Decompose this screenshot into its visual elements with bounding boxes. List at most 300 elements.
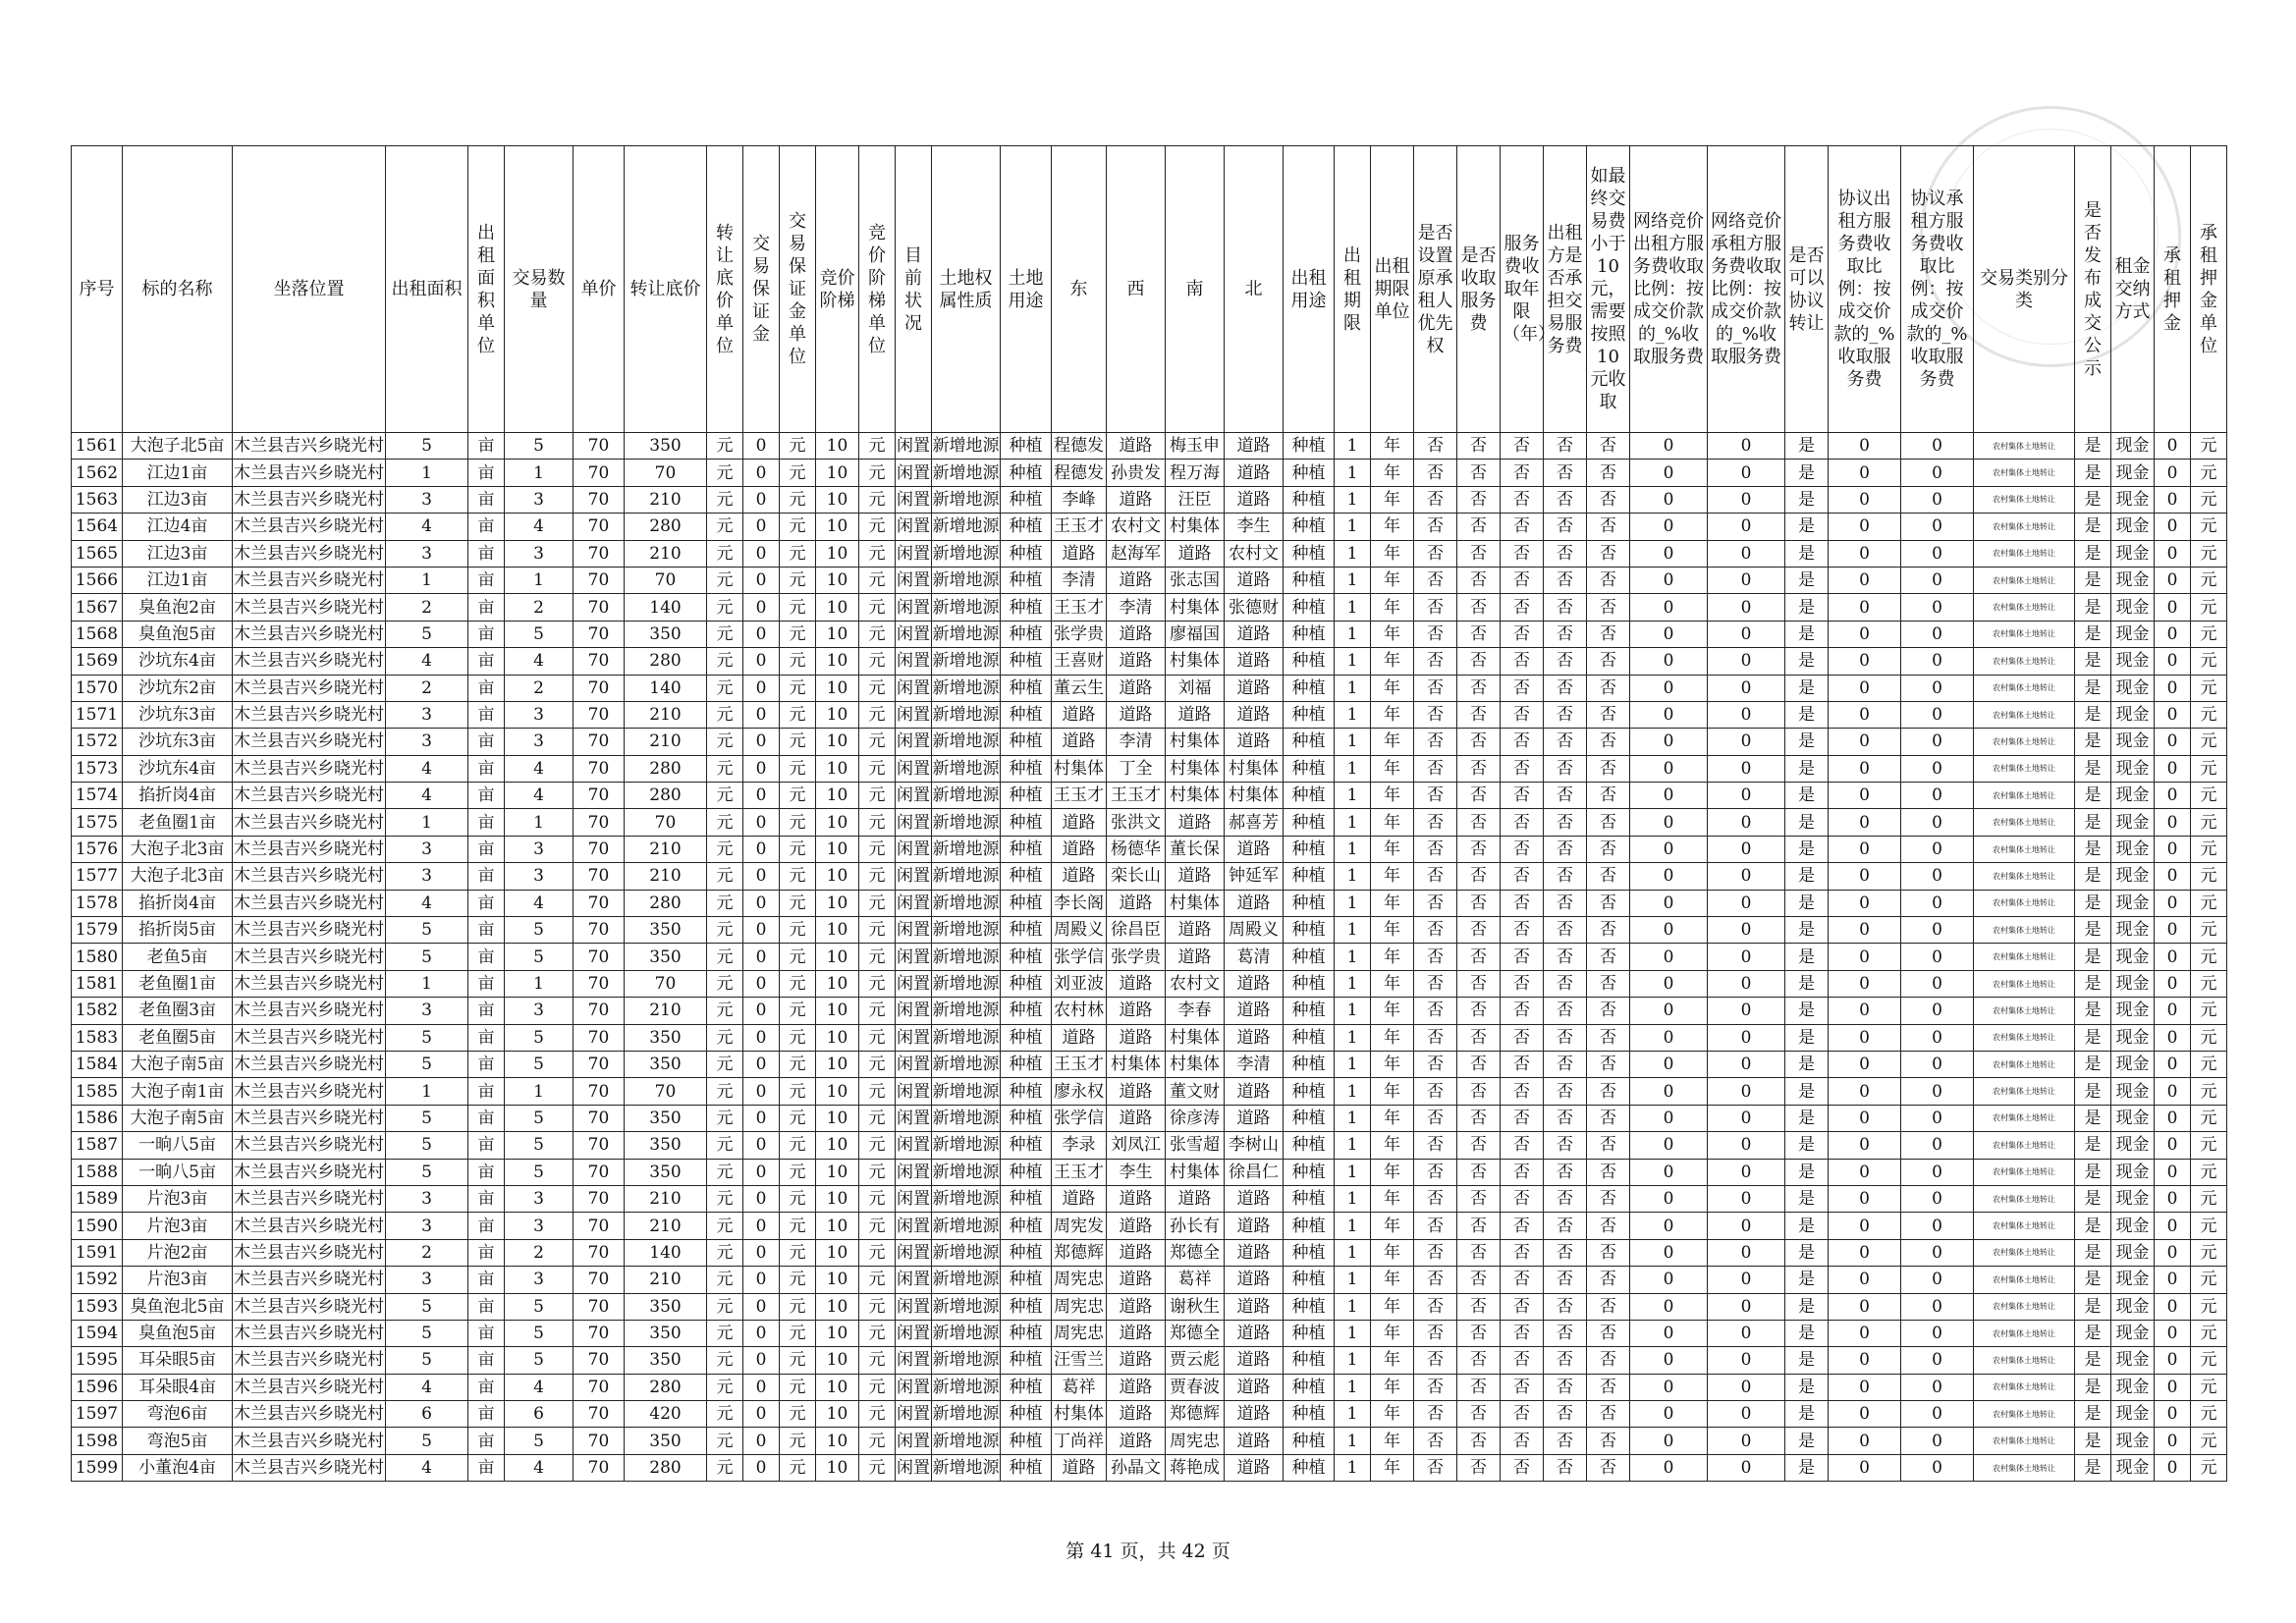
table-cell: 否 [1544, 1267, 1587, 1293]
table-cell: 0 [1829, 594, 1901, 621]
table-cell: 种植 [1001, 486, 1052, 513]
table-cell: 否 [1414, 783, 1457, 809]
table-cell: 年 [1371, 460, 1414, 486]
table-cell: 现金 [2111, 567, 2155, 593]
table-cell: 是 [1785, 567, 1829, 593]
column-header: 如最终交易费小于10元，需要按照10元收取 [1587, 146, 1630, 433]
table-cell: 否 [1501, 809, 1544, 836]
table-cell: 道路 [1166, 863, 1225, 890]
table-cell: 否 [1457, 701, 1501, 728]
table-cell: 元 [780, 1454, 816, 1481]
table-cell: 种植 [1284, 486, 1335, 513]
table-cell: 否 [1544, 1051, 1587, 1077]
table-cell: 元 [2191, 998, 2227, 1024]
table-row [72, 540, 2227, 567]
table-cell: 是 [2075, 729, 2111, 755]
table-cell: 否 [1414, 1401, 1457, 1428]
table-cell: 年 [1371, 540, 1414, 567]
table-cell: 0 [1708, 1454, 1785, 1481]
table-cell: 3 [386, 729, 468, 755]
table-cell: 是 [2075, 486, 2111, 513]
table-cell: 道路 [1107, 890, 1166, 916]
table-cell: 否 [1501, 1428, 1544, 1454]
table-cell: 1 [1335, 514, 1371, 540]
table-cell: 否 [1587, 863, 1630, 890]
table-cell: 5 [505, 944, 574, 970]
table-cell: 元 [780, 594, 816, 621]
table-cell: 1 [1335, 701, 1371, 728]
table-cell: 1 [1335, 755, 1371, 782]
table-cell: 0 [1829, 460, 1901, 486]
table-cell: 否 [1501, 1374, 1544, 1400]
table-cell: 0 [1901, 540, 1974, 567]
table-cell: 新增地源 [932, 648, 1001, 675]
table-cell: 70 [574, 944, 625, 970]
table-cell: 1 [1335, 917, 1371, 944]
column-header: 服务费收取年限（年） [1501, 146, 1544, 433]
table-cell: 道路 [1225, 1293, 1284, 1320]
table-cell: 70 [574, 1213, 625, 1239]
table-cell: 亩 [468, 1374, 505, 1400]
table-cell: 0 [2155, 648, 2191, 675]
table-cell: 种植 [1284, 540, 1335, 567]
table-cell: 是 [1785, 1401, 1829, 1428]
table-cell: 70 [574, 998, 625, 1024]
table-cell: 否 [1587, 917, 1630, 944]
table-cell: 0 [1901, 1267, 1974, 1293]
table-cell: 新增地源 [932, 1374, 1001, 1400]
table-cell: 新增地源 [932, 540, 1001, 567]
table-cell: 10 [816, 1374, 859, 1400]
table-cell: 沙坑东4亩 [123, 648, 233, 675]
table-cell: 农村集体土地转让 [1974, 1185, 2075, 1212]
table-cell: 现金 [2111, 998, 2155, 1024]
table-cell: 0 [1829, 1105, 1901, 1131]
table-cell: 否 [1587, 783, 1630, 809]
table-cell: 元 [707, 675, 743, 701]
table-cell: 农村集体土地转让 [1974, 675, 2075, 701]
table-cell: 江边1亩 [123, 460, 233, 486]
table-cell: 0 [1708, 1374, 1785, 1400]
column-header: 是否设置原承租人优先权 [1414, 146, 1457, 433]
table-cell: 否 [1457, 863, 1501, 890]
table-cell: 元 [2191, 594, 2227, 621]
table-cell: 140 [625, 675, 707, 701]
table-cell: 0 [1829, 1267, 1901, 1293]
table-cell: 5 [386, 1293, 468, 1320]
table-cell: 0 [743, 1078, 780, 1105]
table-cell: 否 [1587, 809, 1630, 836]
table-cell: 10 [816, 836, 859, 862]
table-cell: 现金 [2111, 1239, 2155, 1266]
table-cell: 李春 [1166, 998, 1225, 1024]
table-cell: 现金 [2111, 836, 2155, 862]
table-cell: 李生 [1107, 1159, 1166, 1185]
table-cell: 亩 [468, 1132, 505, 1159]
table-cell: 0 [1708, 594, 1785, 621]
table-cell: 否 [1587, 729, 1630, 755]
table-cell: 现金 [2111, 1401, 2155, 1428]
table-cell: 否 [1414, 540, 1457, 567]
table-cell: 0 [1829, 1293, 1901, 1320]
table-cell: 1598 [72, 1428, 123, 1454]
table-cell: 道路 [1166, 809, 1225, 836]
table-cell: 年 [1371, 567, 1414, 593]
table-cell: 道路 [1107, 970, 1166, 997]
table-cell: 否 [1544, 998, 1587, 1024]
table-cell: 否 [1457, 1185, 1501, 1212]
table-cell: 年 [1371, 1347, 1414, 1374]
table-cell: 0 [1630, 540, 1708, 567]
table-cell: 是 [2075, 1293, 2111, 1320]
table-cell: 1597 [72, 1401, 123, 1428]
table-cell: 是 [1785, 755, 1829, 782]
table-row [72, 621, 2227, 647]
table-cell: 0 [2155, 486, 2191, 513]
table-cell: 村集体 [1166, 1051, 1225, 1077]
table-cell: 元 [707, 460, 743, 486]
table-cell: 元 [707, 1267, 743, 1293]
table-cell: 350 [625, 1024, 707, 1051]
table-cell: 70 [574, 675, 625, 701]
table-cell: 70 [574, 648, 625, 675]
table-cell: 0 [1829, 1159, 1901, 1185]
table-cell: 现金 [2111, 701, 2155, 728]
table-cell: 否 [1501, 1239, 1544, 1266]
table-cell: 10 [816, 1347, 859, 1374]
table-cell: 李峰 [1052, 486, 1107, 513]
table-cell: 木兰县吉兴乡晓光村 [233, 970, 386, 997]
table-cell: 道路 [1225, 1078, 1284, 1105]
table-cell: 木兰县吉兴乡晓光村 [233, 1374, 386, 1400]
table-cell: 钟延军 [1225, 863, 1284, 890]
table-cell: 种植 [1001, 514, 1052, 540]
table-cell: 现金 [2111, 1078, 2155, 1105]
table-cell: 元 [780, 540, 816, 567]
table-cell: 1 [386, 1078, 468, 1105]
table-cell: 280 [625, 890, 707, 916]
table-row [72, 1051, 2227, 1077]
column-header: 竞价阶梯 [816, 146, 859, 433]
table-cell: 1 [1335, 460, 1371, 486]
table-cell: 5 [505, 621, 574, 647]
table-cell: 3 [505, 863, 574, 890]
table-cell: 1 [1335, 1213, 1371, 1239]
table-cell: 道路 [1107, 1024, 1166, 1051]
table-cell: 1 [386, 809, 468, 836]
table-cell: 是 [1785, 486, 1829, 513]
table-cell: 道路 [1225, 890, 1284, 916]
table-cell: 李生 [1225, 514, 1284, 540]
table-cell: 道路 [1107, 1374, 1166, 1400]
table-cell: 否 [1457, 917, 1501, 944]
table-cell: 种植 [1284, 890, 1335, 916]
table-cell: 张学信 [1052, 1105, 1107, 1131]
table-cell: 否 [1501, 621, 1544, 647]
table-cell: 4 [505, 648, 574, 675]
table-cell: 0 [1901, 863, 1974, 890]
table-cell: 木兰县吉兴乡晓光村 [233, 433, 386, 460]
table-cell: 1565 [72, 540, 123, 567]
table-cell: 木兰县吉兴乡晓光村 [233, 944, 386, 970]
table-cell: 否 [1414, 1185, 1457, 1212]
table-cell: 0 [1901, 1401, 1974, 1428]
table-cell: 否 [1587, 1267, 1630, 1293]
table-cell: 元 [780, 675, 816, 701]
table-cell: 年 [1371, 1078, 1414, 1105]
table-cell: 否 [1587, 890, 1630, 916]
table-row [72, 1185, 2227, 1212]
table-cell: 元 [707, 944, 743, 970]
table-cell: 否 [1414, 755, 1457, 782]
table-cell: 10 [816, 594, 859, 621]
table-cell: 否 [1414, 1213, 1457, 1239]
table-cell: 年 [1371, 1401, 1414, 1428]
table-cell: 道路 [1225, 1239, 1284, 1266]
table-cell: 210 [625, 486, 707, 513]
table-cell: 0 [2155, 1401, 2191, 1428]
table-cell: 亩 [468, 1024, 505, 1051]
table-cell: 350 [625, 1428, 707, 1454]
table-cell: 木兰县吉兴乡晓光村 [233, 1320, 386, 1346]
table-cell: 现金 [2111, 621, 2155, 647]
table-cell: 0 [2155, 514, 2191, 540]
table-cell: 元 [859, 1401, 896, 1428]
table-cell: 农村集体土地转让 [1974, 1374, 2075, 1400]
table-cell: 5 [505, 1024, 574, 1051]
table-cell: 种植 [1284, 514, 1335, 540]
table-cell: 元 [859, 1078, 896, 1105]
table-cell: 一晌八5亩 [123, 1159, 233, 1185]
table-cell: 140 [625, 594, 707, 621]
table-cell: 亩 [468, 594, 505, 621]
table-cell: 老鱼5亩 [123, 944, 233, 970]
table-cell: 元 [780, 863, 816, 890]
table-cell: 70 [574, 1454, 625, 1481]
table-cell: 廖福国 [1166, 621, 1225, 647]
table-cell: 否 [1544, 540, 1587, 567]
table-cell: 是 [2075, 1105, 2111, 1131]
table-cell: 0 [2155, 1051, 2191, 1077]
table-cell: 0 [743, 1051, 780, 1077]
table-cell: 新增地源 [932, 1401, 1001, 1428]
table-cell: 0 [1708, 1267, 1785, 1293]
table-cell: 年 [1371, 433, 1414, 460]
table-cell: 种植 [1001, 1293, 1052, 1320]
table-cell: 70 [574, 460, 625, 486]
table-row [72, 1454, 2227, 1481]
table-cell: 元 [859, 1347, 896, 1374]
table-cell: 种植 [1001, 1320, 1052, 1346]
table-cell: 70 [625, 809, 707, 836]
column-header: 交易保证金 [743, 146, 780, 433]
table-cell: 0 [1630, 486, 1708, 513]
table-cell: 0 [1901, 1185, 1974, 1212]
column-header: 坐落位置 [233, 146, 386, 433]
table-cell: 道路 [1225, 1401, 1284, 1428]
table-cell: 0 [1708, 621, 1785, 647]
table-cell: 0 [1630, 970, 1708, 997]
table-cell: 农村集体土地转让 [1974, 1213, 2075, 1239]
table-cell: 0 [1901, 1347, 1974, 1374]
table-cell: 元 [707, 1347, 743, 1374]
table-cell: 木兰县吉兴乡晓光村 [233, 729, 386, 755]
table-row [72, 890, 2227, 916]
table-cell: 1 [1335, 540, 1371, 567]
table-cell: 农村集体土地转让 [1974, 621, 2075, 647]
table-cell: 0 [2155, 1185, 2191, 1212]
table-cell: 否 [1457, 1213, 1501, 1239]
table-cell: 农村集体土地转让 [1974, 1401, 2075, 1428]
table-cell: 1563 [72, 486, 123, 513]
table-cell: 0 [1901, 648, 1974, 675]
table-cell: 10 [816, 863, 859, 890]
table-cell: 否 [1501, 1105, 1544, 1131]
table-cell: 1587 [72, 1132, 123, 1159]
table-cell: 闲置 [896, 1024, 932, 1051]
column-header: 土地权属性质 [932, 146, 1001, 433]
table-cell: 汪臣 [1166, 486, 1225, 513]
table-cell: 350 [625, 1105, 707, 1131]
table-cell: 元 [780, 567, 816, 593]
table-cell: 是 [1785, 1024, 1829, 1051]
table-cell: 210 [625, 863, 707, 890]
table-cell: 张雪超 [1166, 1132, 1225, 1159]
table-cell: 210 [625, 1267, 707, 1293]
table-cell: 10 [816, 1132, 859, 1159]
table-cell: 否 [1544, 836, 1587, 862]
table-cell: 新增地源 [932, 1185, 1001, 1212]
table-cell: 大泡子南5亩 [123, 1051, 233, 1077]
table-cell: 否 [1501, 540, 1544, 567]
table-cell: 亩 [468, 1267, 505, 1293]
table-cell: 1573 [72, 755, 123, 782]
table-cell: 10 [816, 729, 859, 755]
table-cell: 70 [574, 970, 625, 997]
table-cell: 木兰县吉兴乡晓光村 [233, 567, 386, 593]
table-cell: 是 [1785, 863, 1829, 890]
table-cell: 0 [743, 836, 780, 862]
table-cell: 新增地源 [932, 486, 1001, 513]
table-cell: 是 [2075, 863, 2111, 890]
table-cell: 现金 [2111, 1454, 2155, 1481]
table-cell: 1 [1335, 594, 1371, 621]
table-cell: 元 [859, 755, 896, 782]
table-cell: 否 [1457, 514, 1501, 540]
table-cell: 0 [2155, 1293, 2191, 1320]
table-cell: 木兰县吉兴乡晓光村 [233, 460, 386, 486]
table-cell: 新增地源 [932, 1267, 1001, 1293]
table-cell: 徐昌臣 [1107, 917, 1166, 944]
table-cell: 亩 [468, 1239, 505, 1266]
table-cell: 道路 [1225, 1374, 1284, 1400]
table-row [72, 567, 2227, 593]
table-cell: 0 [1630, 890, 1708, 916]
table-cell: 否 [1587, 1239, 1630, 1266]
table-cell: 闲置 [896, 675, 932, 701]
table-cell: 元 [780, 460, 816, 486]
table-cell: 是 [1785, 890, 1829, 916]
table-cell: 70 [574, 863, 625, 890]
table-cell: 否 [1587, 755, 1630, 782]
table-cell: 否 [1587, 460, 1630, 486]
table-cell: 0 [1829, 540, 1901, 567]
table-cell: 0 [1829, 755, 1901, 782]
table-cell: 否 [1457, 1132, 1501, 1159]
table-cell: 元 [859, 1454, 896, 1481]
table-cell: 否 [1544, 1293, 1587, 1320]
table-cell: 1 [1335, 890, 1371, 916]
table-cell: 年 [1371, 783, 1414, 809]
table-cell: 现金 [2111, 917, 2155, 944]
column-header: 出租用途 [1284, 146, 1335, 433]
table-cell: 刘福 [1166, 675, 1225, 701]
table-cell: 种植 [1001, 1239, 1052, 1266]
table-cell: 道路 [1225, 1185, 1284, 1212]
table-cell: 0 [1630, 1267, 1708, 1293]
table-cell: 是 [1785, 729, 1829, 755]
table-cell: 道路 [1107, 433, 1166, 460]
table-cell: 1 [1335, 1078, 1371, 1105]
table-cell: 0 [2155, 729, 2191, 755]
table-cell: 0 [1829, 648, 1901, 675]
table-cell: 否 [1544, 486, 1587, 513]
table-cell: 350 [625, 433, 707, 460]
table-cell: 是 [1785, 594, 1829, 621]
table-cell: 农村集体土地转让 [1974, 1024, 2075, 1051]
table-cell: 0 [1901, 998, 1974, 1024]
table-cell: 元 [780, 890, 816, 916]
table-cell: 元 [859, 1320, 896, 1346]
table-cell: 亩 [468, 486, 505, 513]
table-cell: 10 [816, 567, 859, 593]
table-cell: 0 [743, 998, 780, 1024]
table-cell: 亩 [468, 1185, 505, 1212]
table-row [72, 970, 2227, 997]
table-cell: 0 [1901, 1159, 1974, 1185]
table-cell: 0 [1901, 1105, 1974, 1131]
table-cell: 是 [1785, 1078, 1829, 1105]
table-cell: 1591 [72, 1239, 123, 1266]
table-cell: 元 [2191, 1051, 2227, 1077]
table-cell: 新增地源 [932, 1347, 1001, 1374]
table-cell: 0 [743, 970, 780, 997]
table-cell: 6 [505, 1401, 574, 1428]
table-cell: 0 [1829, 970, 1901, 997]
table-cell: 否 [1587, 1454, 1630, 1481]
table-cell: 道路 [1166, 701, 1225, 728]
table-cell: 否 [1544, 594, 1587, 621]
table-cell: 是 [2075, 783, 2111, 809]
table-cell: 否 [1457, 648, 1501, 675]
table-cell: 闲置 [896, 1239, 932, 1266]
table-cell: 新增地源 [932, 970, 1001, 997]
table-row [72, 917, 2227, 944]
table-cell: 1 [386, 970, 468, 997]
table-cell: 否 [1544, 1374, 1587, 1400]
table-cell: 0 [1829, 675, 1901, 701]
table-cell: 70 [574, 433, 625, 460]
table-cell: 1571 [72, 701, 123, 728]
table-cell: 0 [1630, 1320, 1708, 1346]
table-cell: 70 [625, 1078, 707, 1105]
table-cell: 元 [859, 1267, 896, 1293]
table-cell: 元 [780, 433, 816, 460]
table-cell: 年 [1371, 1105, 1414, 1131]
table-cell: 0 [1901, 621, 1974, 647]
table-cell: 是 [2075, 460, 2111, 486]
table-cell: 是 [2075, 1454, 2111, 1481]
